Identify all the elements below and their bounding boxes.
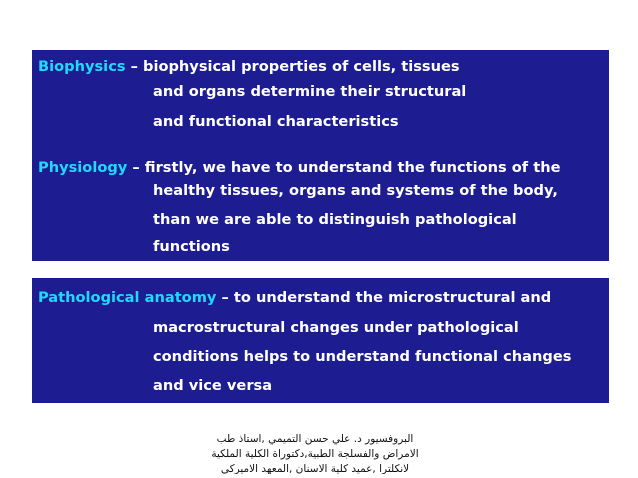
pathological-anatomy-text-1: to understand the microstructural and [233, 289, 552, 306]
physiology-text-3: than we are able to distinguish pathological [153, 211, 517, 228]
physiology-line-1 [38, 161, 561, 176]
biophysics-physiology-panel [32, 50, 609, 261]
pathological-anatomy-line-1 [38, 291, 551, 306]
physiology-term: Physiology [38, 159, 128, 176]
author-credit [200, 432, 430, 474]
pathological-anatomy-text-3: conditions helps to understand functional changes [153, 348, 572, 365]
pathological-anatomy-text-2: macrostructural changes under pathological [153, 319, 519, 336]
pathological-anatomy-separator: – [216, 289, 234, 306]
biophysics-text-2: and organs determine their structural [153, 83, 467, 100]
pathological-anatomy-term: Pathological anatomy [38, 289, 217, 306]
biophysics-text-1: biophysical properties of cells, tissues [143, 58, 460, 75]
author-credit-line-3: لانكلترا ,عميد كلية الاسنان ,المعهد الاميركي [220, 463, 410, 474]
author-credit-line-2: الامراض والفسلجة الطبية,دكتوراة الكلية الملكية [211, 448, 419, 460]
pathological-anatomy-text-4: and vice versa [153, 377, 273, 394]
physiology-text-2: healthy tissues, organs and systems of the body, [153, 182, 558, 199]
biophysics-text-3: and functional characteristics [153, 113, 399, 130]
biophysics-separator: – [125, 58, 143, 75]
biophysics-term: Biophysics [38, 58, 126, 75]
physiology-text-4: functions [153, 238, 230, 255]
pathological-anatomy-panel [32, 278, 609, 403]
physiology-text-1: firstly, we have to understand the functions of the [144, 159, 561, 176]
physiology-separator: – [127, 159, 145, 176]
biophysics-line-1 [38, 60, 460, 75]
author-credit-line-1: البروفسيور د. علي حسن التميمي ,استاذ طب [216, 433, 414, 445]
